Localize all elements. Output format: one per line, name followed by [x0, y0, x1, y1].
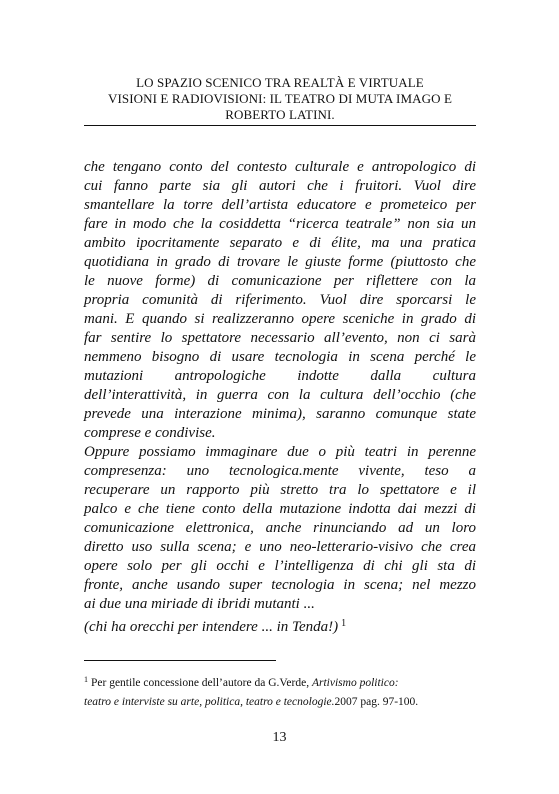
page-number: 13 — [272, 730, 287, 745]
body-line: che tengano conto del contesto culturale e antropologico di — [84, 159, 476, 175]
body-line: smantellare la torre dell’artista educatore e prometeico per — [84, 197, 476, 213]
body-line: dell’interattività, in guerra con la cultura dell’occhio (che — [84, 387, 476, 403]
body-line: cui fanno parte sia gli autori che i fruitori. Vuol dire — [84, 178, 476, 194]
body-line: fronte, anche usando super tecnologia in scena; nel mezzo — [84, 577, 476, 593]
footnote-text: Per gentile concessione dell’autore da G.Verde, — [91, 677, 312, 689]
running-header-line: LO SPAZIO SCENICO TRA REALTÀ E VIRTUALE — [136, 75, 424, 90]
footnote — [84, 670, 484, 712]
footnote-line — [84, 670, 484, 693]
footnote-citation: 2007 pag. 97-100. — [334, 696, 419, 708]
body-line: ambito ipocritamente separato e di élite, ma una pratica — [84, 235, 476, 251]
body-line: le nuove forme) di comunicazione per riflettere con la — [84, 273, 476, 289]
header-rule — [84, 125, 476, 126]
running-header — [84, 75, 476, 123]
body-line: quotidiana in grado di trovare le giuste forme (piuttosto che — [84, 254, 476, 270]
body-line: palco e che tiene conto della mutazione indotta dai mezzi di — [84, 501, 476, 517]
body-line: fare in modo che la cosiddetta “ricerca teatrale” non sia un — [84, 216, 476, 232]
body-line: comprese e condivise. — [84, 425, 216, 441]
body-line: mani. E quando si realizzeranno opere sceniche in grado di — [84, 311, 476, 327]
body-line: recuperare un rapporto più stretto tra lo spettatore e il — [84, 482, 476, 498]
body-line: nemmeno bisogno di usare tecnologia in scena perché le — [84, 349, 476, 365]
body-text — [84, 158, 476, 633]
running-header-line: ROBERTO LATINI. — [225, 107, 335, 122]
body-line-text: (chi ha orecchi per intendere ... in Tenda!) — [84, 619, 339, 635]
body-line: far sentire lo spettatore necessario all’evento, non ci sarà — [84, 330, 476, 346]
footnote-work-title-cont: teatro e interviste su arte, politica, teatro e tecnologie. — [84, 696, 335, 708]
footnote-rule — [84, 660, 276, 661]
footnote-mark: 1 — [84, 675, 88, 684]
body-line: compresenza: uno tecnologica.mente vivente, teso a — [84, 463, 476, 479]
footnote-work-title: Artivismo politico: — [311, 677, 399, 689]
footnote-reference[interactable]: 1 — [341, 618, 347, 629]
body-line: opere solo per gli occhi e l’intelligenza di chi gli sta di — [84, 558, 476, 574]
body-line: ai due una miriade di ibridi mutanti ... — [84, 596, 315, 612]
body-line: propria comunità di riferimento. Vuol dire sporcarsi le — [84, 292, 476, 308]
footnote-line — [84, 693, 484, 712]
body-line: mutazioni antropologiche indotte dalla cultura — [84, 368, 476, 384]
body-line: diretto uso sulla scena; e uno neo-letterario-visivo che crea — [84, 539, 476, 555]
running-header-line: VISIONI E RADIOVISIONI: IL TEATRO DI MUTA IMAGO E — [108, 91, 452, 106]
body-line: prevede una interazione minima), saranno comunque state — [84, 406, 476, 422]
body-line: Oppure possiamo immaginare due o più teatri in perenne — [84, 444, 476, 460]
body-line-last — [84, 614, 476, 633]
body-line: comunicazione elettronica, anche rinunciando ad un loro — [84, 520, 476, 536]
